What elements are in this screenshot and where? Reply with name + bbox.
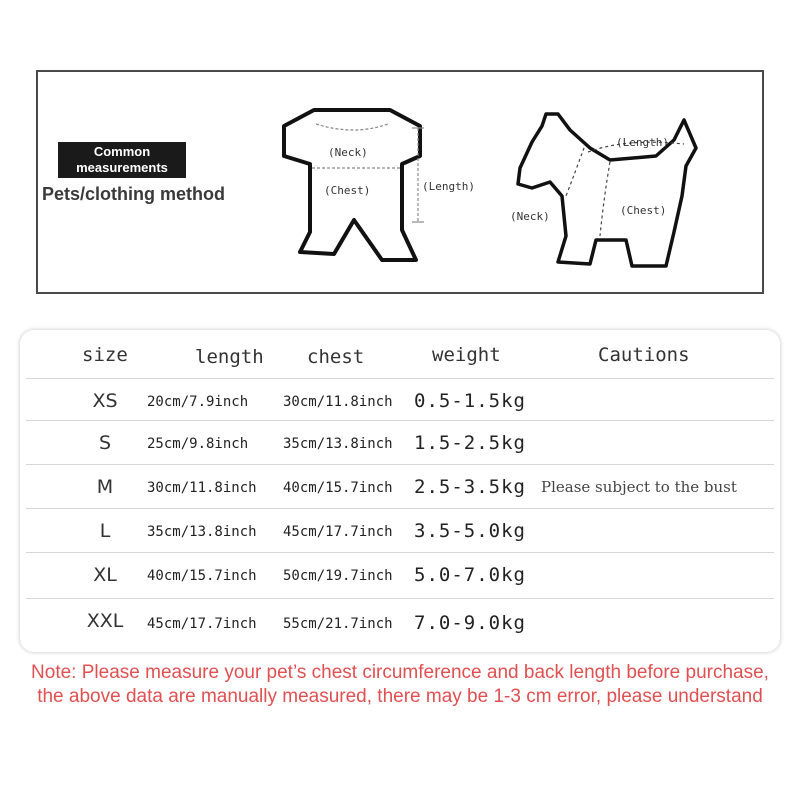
tag-line-1: Common bbox=[93, 144, 151, 159]
size-cell: XXL bbox=[86, 610, 124, 632]
weight-cell: 7.0-9.0kg bbox=[414, 612, 526, 634]
length-cell: 30cm/11.8inch bbox=[147, 480, 257, 496]
table-row bbox=[20, 556, 780, 594]
header-cautions: Cautions bbox=[598, 344, 690, 366]
table-row bbox=[20, 468, 780, 506]
dog-length-label: (Length) bbox=[616, 136, 669, 149]
weight-cell: 3.5-5.0kg bbox=[414, 520, 526, 542]
size-cell: M bbox=[96, 476, 114, 498]
dog-chest-label: (Chest) bbox=[620, 204, 667, 217]
chest-cell: 35cm/13.8inch bbox=[283, 436, 393, 452]
length-cell: 40cm/15.7inch bbox=[147, 568, 257, 584]
size-cell: XS bbox=[92, 390, 118, 412]
length-cell: 20cm/7.9inch bbox=[147, 394, 249, 410]
weight-cell: 5.0-7.0kg bbox=[414, 564, 526, 586]
note-line-2: the above data are manually measured, there may be 1-3 cm error, please understand bbox=[37, 686, 763, 707]
dog-outline bbox=[518, 114, 696, 266]
garment-neck-label: (Neck) bbox=[328, 146, 368, 159]
size-table bbox=[20, 330, 780, 652]
weight-cell: 2.5-3.5kg bbox=[414, 476, 526, 498]
chest-cell: 50cm/19.7inch bbox=[283, 568, 393, 584]
caution-cell: Please subject to the bust bbox=[541, 478, 737, 496]
header-chest: chest bbox=[307, 346, 365, 368]
garment-length-label: (Length) bbox=[422, 180, 475, 193]
row-divider bbox=[26, 378, 774, 379]
size-cell: L bbox=[99, 520, 111, 542]
table-row bbox=[20, 382, 780, 420]
table-row bbox=[20, 424, 780, 462]
row-divider bbox=[26, 598, 774, 599]
row-divider bbox=[26, 552, 774, 553]
size-cell: S bbox=[98, 432, 112, 454]
length-cell: 25cm/9.8inch bbox=[147, 436, 249, 452]
garment-chest-label: (Chest) bbox=[324, 184, 371, 197]
tag-line-2: measurements bbox=[76, 160, 168, 175]
chest-cell: 30cm/11.8inch bbox=[283, 394, 393, 410]
row-divider bbox=[26, 508, 774, 509]
table-header-row bbox=[20, 338, 780, 376]
dog-diagram bbox=[506, 104, 726, 274]
table-row bbox=[20, 604, 780, 642]
weight-cell: 1.5-2.5kg bbox=[414, 432, 526, 454]
table-row bbox=[20, 512, 780, 550]
dog-neck-label: (Neck) bbox=[510, 210, 550, 223]
garment-diagram bbox=[270, 96, 500, 276]
weight-cell: 0.5-1.5kg bbox=[414, 390, 526, 412]
chest-cell: 55cm/21.7inch bbox=[283, 616, 393, 632]
length-cell: 45cm/17.7inch bbox=[147, 616, 257, 632]
chest-cell: 40cm/15.7inch bbox=[283, 480, 393, 496]
header-weight: weight bbox=[432, 344, 501, 366]
common-measurements-tag bbox=[58, 142, 186, 178]
header-length: length bbox=[195, 346, 264, 368]
note-line-1: Note: Please measure your pet’s chest circumference and back length before purchase, bbox=[31, 662, 769, 683]
header-size: size bbox=[82, 344, 128, 366]
size-cell: XL bbox=[93, 564, 117, 586]
length-cell: 35cm/13.8inch bbox=[147, 524, 257, 540]
chest-cell: 45cm/17.7inch bbox=[283, 524, 393, 540]
row-divider bbox=[26, 464, 774, 465]
method-label: Pets/clothing method bbox=[42, 184, 226, 204]
row-divider bbox=[26, 420, 774, 421]
